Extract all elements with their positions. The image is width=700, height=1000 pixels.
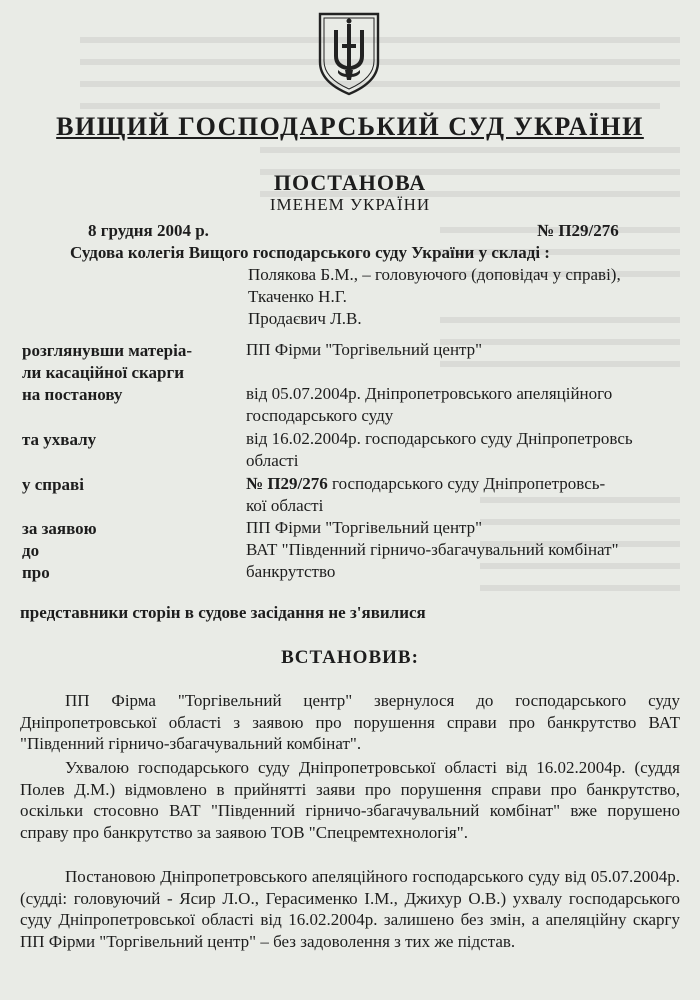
body-paragraph: ПП Фірма "Торгівельний центр" звернулося до господарського суду Дніпропетровської області з заявою про порушення справи про банкрутство ВАТ "Південний гірничо-збагачувальний комбінат". <box>20 691 680 753</box>
case-info-value <box>246 474 605 494</box>
case-number-inline: № П29/276 <box>246 474 328 493</box>
case-info-label: розглянувши матеріа- <box>22 341 193 360</box>
parties-attendance-note: представники сторін в судове засідання не з'явилися <box>20 603 426 622</box>
case-info-value: від 05.07.2004р. Дніпропетровського апеляційного <box>246 384 613 403</box>
case-info-value: області <box>246 451 299 470</box>
case-info-label: за заявою <box>22 519 97 538</box>
document-subtitle: ІМЕНЕМ УКРАЇНИ <box>269 195 431 214</box>
case-info-value: ПП Фірми "Торгівельний центр" <box>246 518 483 537</box>
panel-member: Полякова Б.М., – головуючого (доповідач у справі), <box>248 265 621 284</box>
case-info-value-rest: господарського суду Дніпропетровсь- <box>327 474 606 493</box>
case-info-value: від 16.02.2004р. господарського суду Дніпропетровсь <box>246 429 633 448</box>
decision-date: 8 грудня 2004 р. <box>88 221 209 240</box>
case-info-value: банкрутство <box>246 562 336 581</box>
case-number: № П29/276 <box>537 221 619 240</box>
case-info-label: ли касаційної скарги <box>22 363 185 382</box>
case-info-value: ВАТ "Південний гірничо-збагачувальний комбінат" <box>246 540 619 559</box>
panel-member: Ткаченко Н.Г. <box>248 287 347 306</box>
body-paragraph: Ухвалою господарського суду Дніпропетровської області від 16.02.2004р. (суддя Полев Д.М.) відмовлено в прийнятті заяви про порушення справи про банкрутство, оскільки стосовно ВАТ "Південний гірничо-збагачувальний комбінат" вже порушено справу про банкрутство за заявою ТОВ "Спецремтехнологія". <box>20 758 680 842</box>
case-info-label: та ухвалу <box>22 430 97 449</box>
document-type-title: ПОСТАНОВА <box>273 170 427 195</box>
case-info-value: ПП Фірми "Торгівельний центр" <box>246 340 483 359</box>
case-info-label: про <box>22 563 50 582</box>
case-info-label: до <box>22 541 40 560</box>
case-info-value: кої області <box>246 496 324 515</box>
case-info-label: на постанову <box>22 385 123 404</box>
body-paragraph: Постановою Дніпропетровського апеляційного господарського суду від 05.07.2004р. (судді: головуючий - Ясир Л.О., Герасименко І.М., Джихур О.В.) ухвалу господарського суду Дніпропетровської області від 16.02.2004р. залишено без змін, а апеляційну скаргу ПП Фірми "Торгівельний центр" – без задоволення з тих же підстав. <box>20 867 680 951</box>
case-info-label: у справі <box>22 475 84 494</box>
case-info-value: господарського суду <box>246 406 394 425</box>
panel-intro: Судова колегія Вищого господарського суду України у складі : <box>70 243 550 262</box>
established-heading: ВСТАНОВИВ: <box>281 647 419 668</box>
bleed-through-texture <box>60 0 700 1000</box>
coat-of-arms-icon <box>316 10 382 96</box>
panel-member: Продаєвич Л.В. <box>248 309 362 328</box>
court-name-heading: ВИЩИЙ ГОСПОДАРСЬКИЙ СУД УКРАЇНИ <box>56 112 644 141</box>
